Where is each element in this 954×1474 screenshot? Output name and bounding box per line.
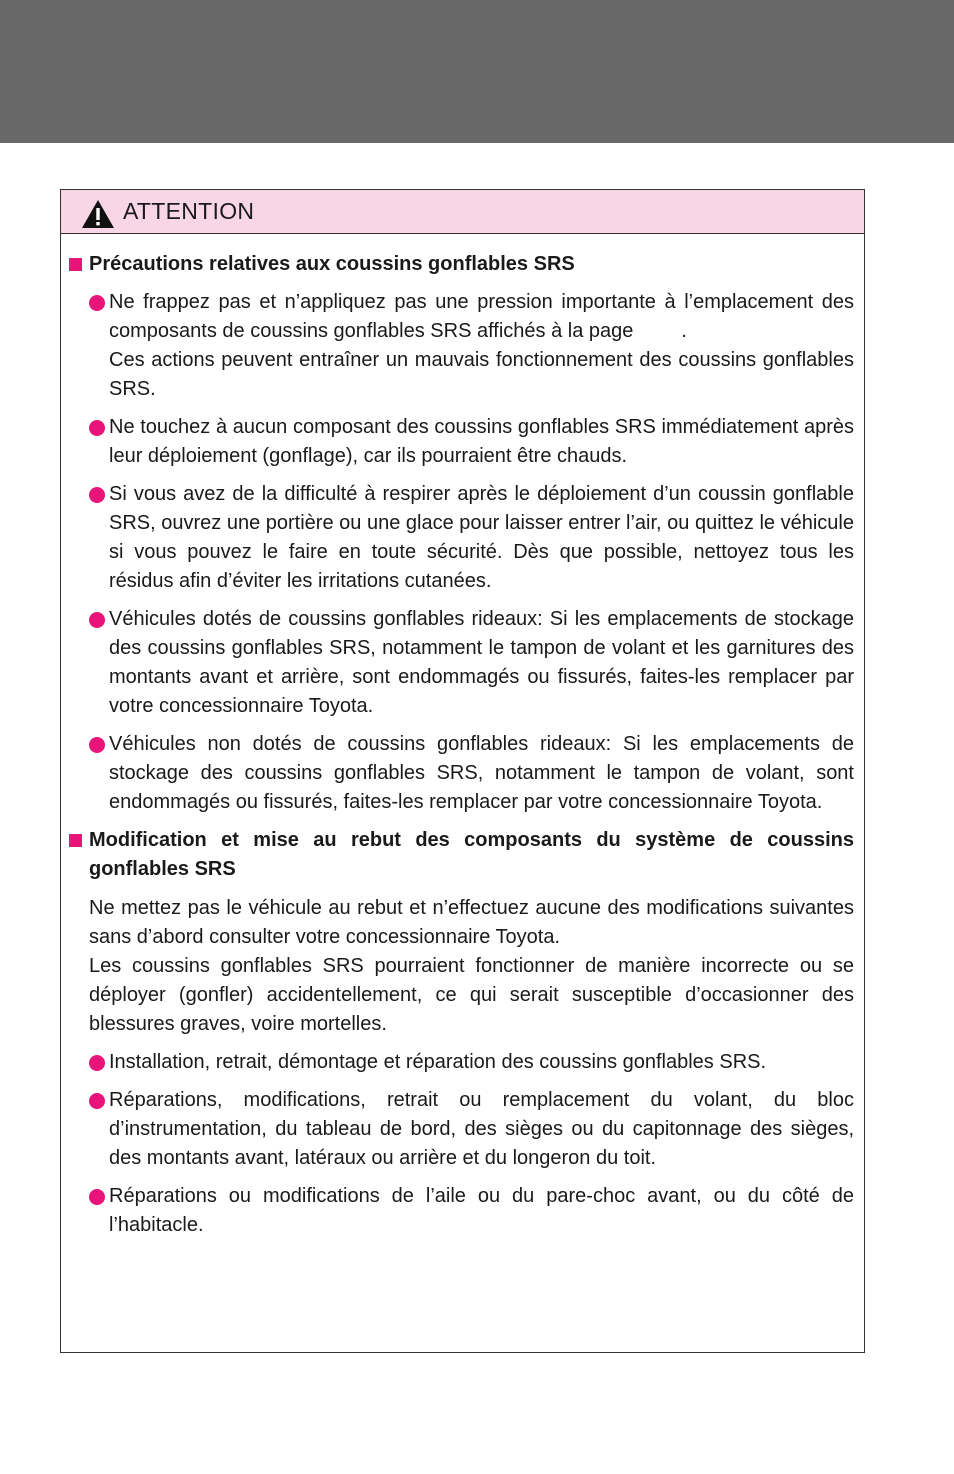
list-item-text: Ne touchez à aucun composant des coussins gonflables SRS immédiatement après leur déploiement (gonflage), car ils pourraient être chauds. [109, 416, 854, 467]
warning-triangle-icon [81, 199, 115, 229]
square-bullet-icon [69, 258, 82, 271]
circle-bullet-icon [89, 737, 105, 753]
square-bullet-icon [69, 834, 82, 847]
list-item [69, 480, 854, 596]
paragraph: Ne mettez pas le véhicule au rebut et n’effectuez aucune des modifications suivantes sans d’abord consulter votre concessionnaire Toyota. [89, 897, 854, 948]
list-item-text: Si vous avez de la difficulté à respirer après le déploiement d’un coussin gonflable SRS, ouvrez une portière ou une glace pour laisser entrer l’air, ou quittez le véhicule si vous pouvez le faire en toute sécurité. Dès que possible, nettoyez tous les résidus afin d’éviter les irritations cutanées. [109, 483, 854, 592]
circle-bullet-icon [89, 420, 105, 436]
list-item [69, 605, 854, 721]
section-heading-text: Précautions relatives aux coussins gonflables SRS [89, 253, 575, 275]
top-header-band [0, 0, 954, 143]
list-item [69, 413, 854, 471]
attention-box [60, 189, 865, 1353]
list-item [69, 1048, 854, 1077]
circle-bullet-icon [89, 295, 105, 311]
list-item [69, 1086, 854, 1173]
section-heading-text: Modification et mise au rebut des composants du système de coussins gonflables SRS [89, 829, 854, 880]
attention-title: ATTENTION [123, 198, 255, 224]
list-item [69, 730, 854, 817]
circle-bullet-icon [89, 612, 105, 628]
list-item-text [109, 288, 854, 404]
attention-header [61, 190, 864, 234]
attention-content [61, 234, 864, 1240]
bullet-text-continued: Ces actions peuvent entraîner un mauvais fonctionnement des coussins gonflables SRS. [109, 349, 854, 400]
paragraph: Les coussins gonflables SRS pourraient fonctionner de manière incorrecte ou se déployer (gonfler) accidentellement, ce qui serait susceptible d’occasionner des blessures graves, voire mortelles. [89, 955, 854, 1035]
bullet-text: Ne frappez pas et n’appliquez pas une pression importante à l’emplacement des composants de coussins gonflables SRS affichés à la page [109, 291, 854, 342]
list-item [69, 288, 854, 404]
list-item-text: Véhicules non dotés de coussins gonflables rideaux: Si les emplacements de stockage des coussins gonflables SRS, notamment le tampon de volant, sont endommagés ou fissurés, faites-les remplacer par votre concessionnaire Toyota. [109, 733, 854, 813]
list-item-text: Installation, retrait, démontage et réparation des coussins gonflables SRS. [109, 1051, 767, 1073]
list-item [69, 1182, 854, 1240]
bullet-text-period: . [681, 320, 687, 342]
section-heading-srs-precautions [69, 250, 854, 279]
circle-bullet-icon [89, 1055, 105, 1071]
circle-bullet-icon [89, 487, 105, 503]
section-heading-modification [69, 826, 854, 884]
circle-bullet-icon [89, 1189, 105, 1205]
circle-bullet-icon [89, 1093, 105, 1109]
list-item-text: Véhicules dotés de coussins gonflables rideaux: Si les emplacements de stockage des coussins gonflables SRS, notamment le tampon de volant et les garnitures des montants avant et arrière, sont endommagés ou fissurés, faites-les remplacer par votre concessionnaire Toyota. [109, 608, 854, 717]
list-item-text: Réparations, modifications, retrait ou remplacement du volant, du bloc d’instrumentation, du tableau de bord, des sièges ou du capitonnage des sièges, des montants avant, latéraux ou arrière et du longeron du toit. [109, 1089, 854, 1169]
list-item-text: Réparations ou modifications de l’aile ou du pare-choc avant, ou du côté de l’habitacle. [109, 1185, 854, 1236]
